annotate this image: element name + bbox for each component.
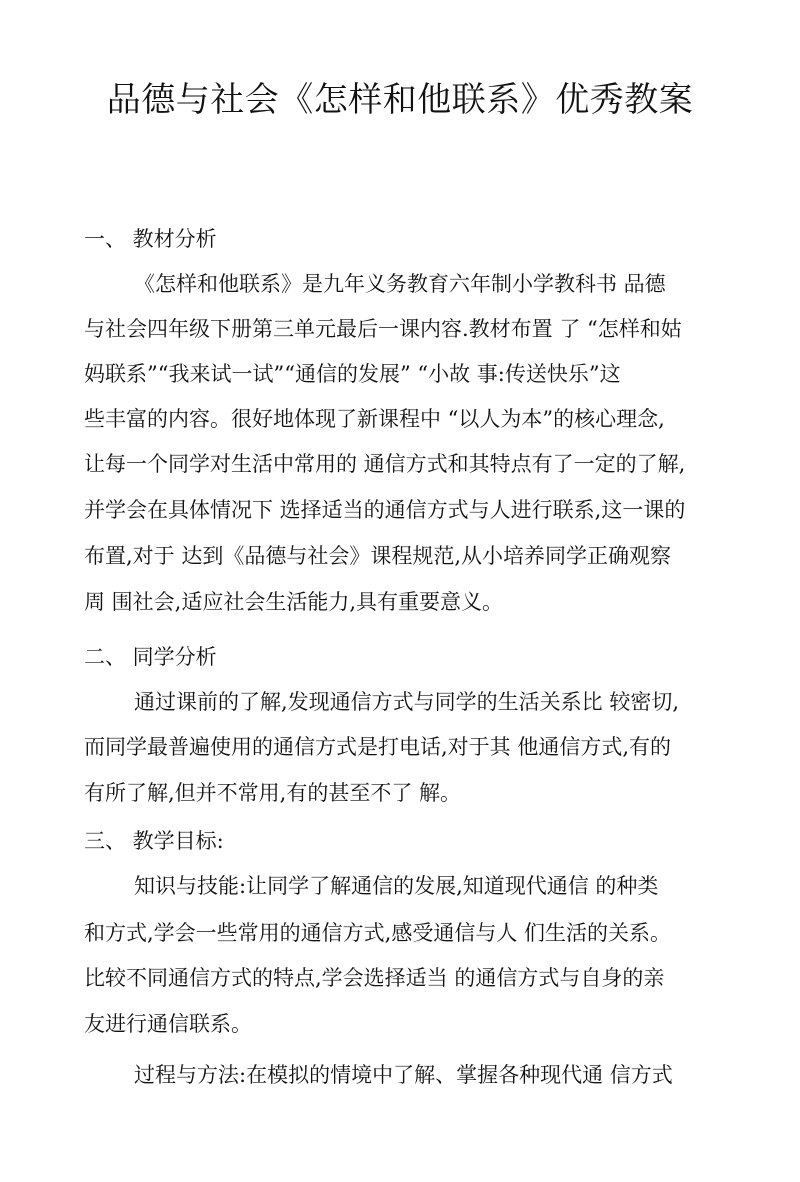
paragraph-line: 知识与技能:让同学了解通信的发展,知道现代通信 的种类 [134,874,659,898]
document-title: 品德与社会《怎样和他联系》优秀教案 [106,80,694,120]
section-heading-teaching-material: 一、 教材分析 [84,227,217,251]
section-heading-teaching-objectives: 三、 教学目标: [84,829,224,853]
paragraph-line: 比较不同通信方式的特点,学会选择适当 的通信方式与自身的亲 [84,966,665,990]
paragraph-line: 周 围社会,适应社会生活能力,具有重要意义。 [84,590,504,614]
section-heading-student-analysis: 二、 同学分析 [84,645,217,669]
paragraph-line: 友进行通信联系。 [84,1012,252,1036]
paragraph-line: 和方式,学会一些常用的通信方式,感受通信与人 们生活的关系。 [84,921,672,945]
paragraph-line: 过程与方法:在模拟的情境中了解、掌握各种现代通 信方式 [134,1063,673,1087]
paragraph-line: 通过课前的了解,发现通信方式与同学的生活关系比 较密切, [134,690,680,714]
paragraph-line: 些丰富的内容。很好地体现了新课程中 “以人为本”的核心理念, [84,407,665,431]
paragraph-line: 并学会在具体情况下 选择适当的通信方式与人进行联系,这一课的 [84,498,686,522]
paragraph-line: 与社会四年级下册第三单元最后一课内容.教材布置 了 “怎样和姑 [84,317,682,341]
paragraph-line: 布置,对于 达到《品德与社会》课程规范,从小培养同学正确观察 [84,544,672,568]
paragraph-line: 有所了解,但并不常用,有的甚至不了 解。 [84,781,462,805]
paragraph-line: 妈联系”“我来试一试”“通信的发展” “小故 事:传送快乐”这 [84,362,621,386]
paragraph-line: 而同学最普遍使用的通信方式是打电话,对于其 他通信方式,有的 [84,735,672,759]
paragraph-line: 《怎样和他联系》是九年义务教育六年制小学教科书 品德 [134,272,666,296]
paragraph-line: 让每一个同学对生活中常用的 通信方式和其特点有了一定的了解, [84,452,686,476]
